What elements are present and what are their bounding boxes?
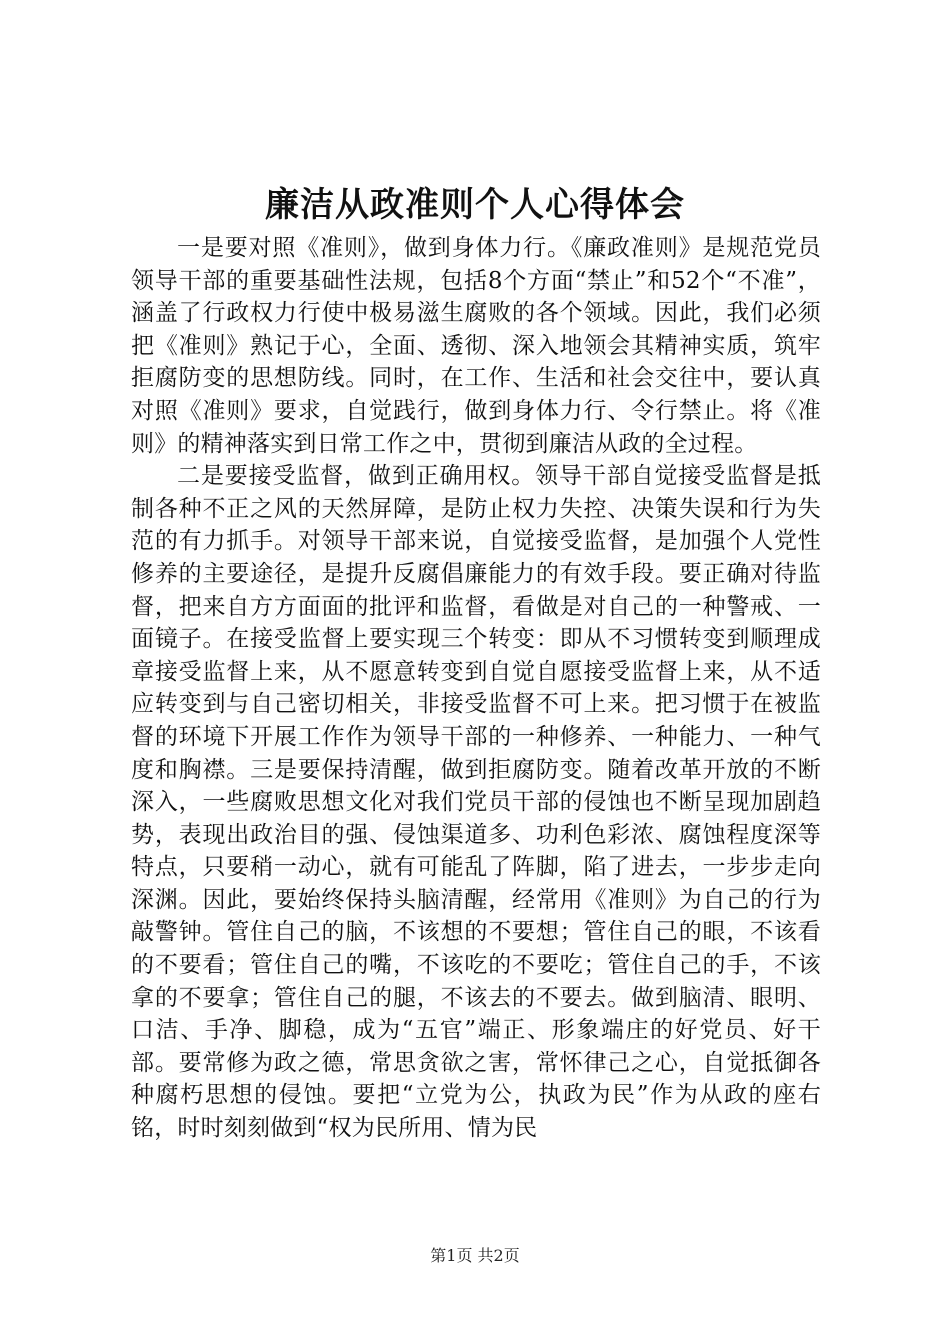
- paragraph-1: 一是要对照《准则》，做到身体力行。《廉政准则》是规范党员领导干部的重要基础性法规，包括8个方面“禁止”和52个“不准”，涵盖了行政权力行使中极易滋生腐败的各个领域。因此，我们必须把《准则》熟记于心，全面、透彻、深入地领会其精神实质，筑牢拒腐防变的思想防线。同时，在工作、生活和社会交往中，要认真对照《准则》要求，自觉践行，做到身体力行、令行禁止。将《准则》的精神落实到日常工作之中，贯彻到廉洁从政的全过程。: [131, 235, 821, 457]
- paragraph-2: 二是要接受监督，做到正确用权。领导干部自觉接受监督是抵制各种不正之风的天然屏障，是防止权力失控、决策失误和行为失范的有力抓手。对领导干部来说，自觉接受监督，是加强个人党性修养的主要途径，是提升反腐倡廉能力的有效手段。要正确对待监督，把来自方方面面的批评和监督，看做是对自己的一种警戒、一面镜子。在接受监督上要实现三个转变：即从不习惯转变到顺理成章接受监督上来，从不愿意转变到自觉自愿接受监督上来，从不适应转变到与自己密切相关，非接受监督不可上来。把习惯于在被监督的环境下开展工作作为领导干部的一种修养、一种能力、一种气度和胸襟。三是要保持清醒，做到拒腐防变。随着改革开放的不断深入，一些腐败思想文化对我们党员干部的侵蚀也不断呈现加剧趋势，表现出政治目的强、侵蚀渠道多、功利色彩浓、腐蚀程度深等特点，只要稍一动心，就有可能乱了阵脚，陷了进去，一步步走向深渊。因此，要始终保持头脑清醒，经常用《准则》为自己的行为敲警钟。管住自己的脑，不该想的不要想；管住自己的眼，不该看的不要看；管住自己的嘴，不该吃的不要吃；管住自己的手，不该拿的不要拿；管住自己的腿，不该去的不要去。做到脑清、眼明、口洁、手净、脚稳，成为“五官”端正、形象端庄的好党员、好干部。要常修为政之德，常思贪欲之害，常怀律己之心，自觉抵御各种腐朽思想的侵蚀。要把“立党为公，执政为民”作为从政的座右铭，时时刻刻做到“权为民所用、情为民: [131, 463, 821, 1142]
- document-body: [131, 232, 821, 1145]
- page-number-footer: 第1页 共2页: [430, 1246, 520, 1265]
- document-title: 廉洁从政准则个人心得体会: [265, 185, 685, 225]
